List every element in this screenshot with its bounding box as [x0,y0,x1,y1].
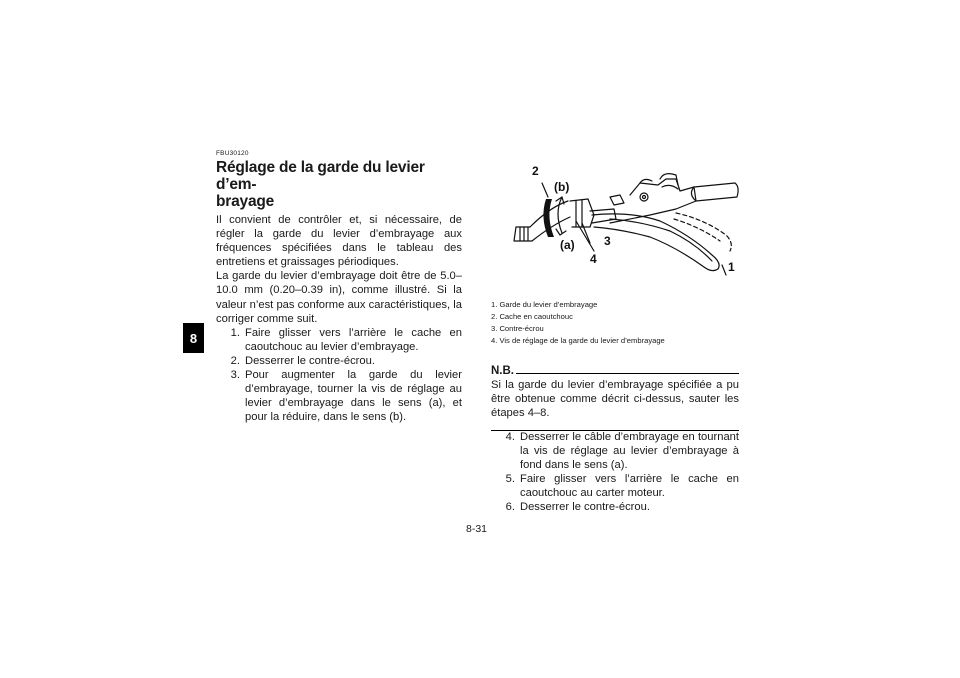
label-4: 4 [590,252,597,266]
intro-paragraph-1: Il convient de contrôler et, si nécessaire, de régler la garde du levier d’embrayage aux fréquences spécifiées dans le tableau des entretiens et graissages périodiques. [216,214,462,269]
note-block [491,365,739,431]
step-number: 4. [505,431,515,443]
steps-list-left [216,326,462,425]
callout-item: 1. Garde du levier d’embrayage [491,300,598,309]
title-line-2: brayage [216,193,275,210]
note-header [491,365,739,377]
left-column [216,150,462,424]
callout-item: 3. Contre-écrou [491,324,544,333]
callout-item: 4. Vis de réglage de la garde du levier d’embrayage [491,336,665,345]
note-text: Si la garde du levier d’embrayage spécifiée a pu être obtenue comme décrit ci-dessus, sauter les étapes 4–8. [491,379,739,420]
label-3: 3 [604,234,611,248]
chapter-number: 8 [189,330,198,346]
callout-item: 2. Cache en caoutchouc [491,312,573,321]
title-line-1: Réglage de la garde du levier d’em- [216,159,425,193]
chapter-tab [183,323,204,353]
note-label: N.B. [491,365,514,377]
note-rule [516,373,739,374]
step-text: Desserrer le contre-écrou. [520,501,650,514]
step-text: Faire glisser vers l’arrière le cache en caoutchouc au carter moteur. [520,473,739,500]
step-item [216,354,462,368]
step-text: Desserrer le câble d’embrayage en tournant la vis de réglage au levier d’embrayage à fond dans le sens (a). [520,431,739,472]
step-number: 3. [230,369,240,382]
clutch-lever-drawing [490,157,740,290]
section-code: FBU30120 [216,150,249,157]
label-1: 1 [728,260,735,274]
label-2: 2 [532,164,539,178]
step-number: 5. [505,473,515,486]
page-number: 8-31 [466,523,488,535]
step-number: 1. [230,326,240,339]
steps-list-right [491,430,739,515]
step-text: Faire glisser vers l’arrière le cache en caoutchouc au levier d’embrayage. [245,326,462,353]
clutch-lever-illustration [490,157,740,290]
step-text: Pour augmenter la garde du levier d’embrayage, tourner la vis de réglage au levier d’embrayage dans le sens (a), et pour la réduire, dans le sens (b). [245,369,462,424]
label-a: (a) [560,238,575,252]
intro-paragraph-2: La garde du levier d’embrayage doit être de 5.0–10.0 mm (0.20–0.39 in), comme illustré. Si la valeur n’est pas conforme aux caractéristiques, la corriger comme suit. [216,270,462,325]
step-item [491,500,739,514]
step-number: 2. [230,354,240,367]
step-item [216,368,462,424]
step-item [491,430,739,472]
step-item [491,472,739,500]
step-number: 6. [505,501,515,514]
label-b: (b) [554,180,570,194]
section-title [216,159,462,210]
step-text: Desserrer le contre-écrou. [245,354,375,367]
step-item [216,326,462,354]
figure-callouts [491,299,741,347]
